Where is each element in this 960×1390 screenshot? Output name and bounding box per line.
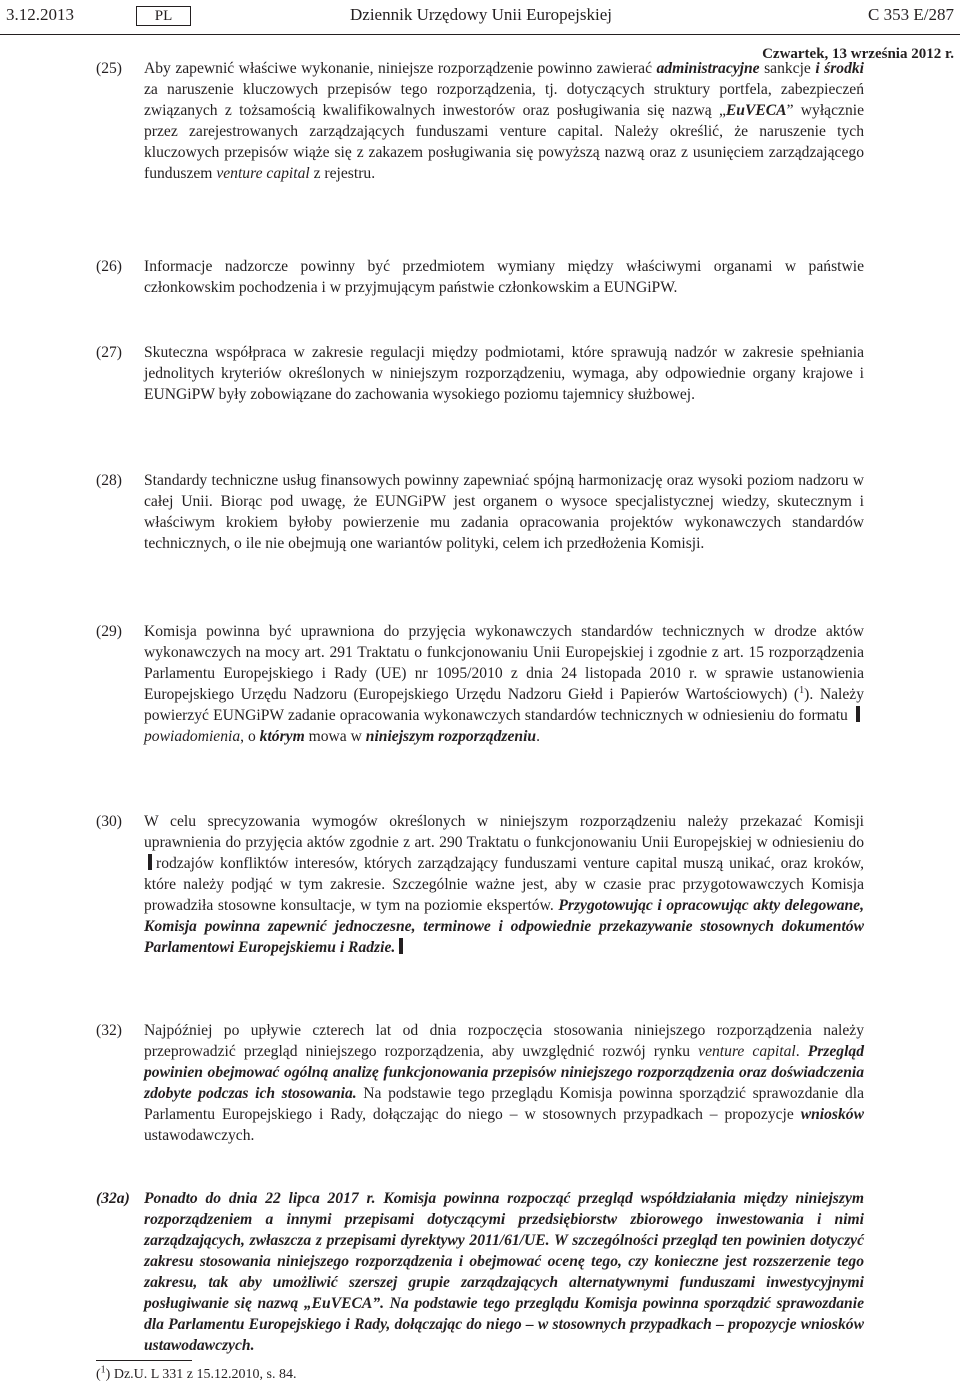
recital-text: Najpóźniej po upływie czterech lat od dnia rozpoczęcia stosowania niniejszego rozporządzenia należy przeprowadzić przegląd niniejszego rozporządzenia, aby uwzględnić rozwój rynku venture capital. Przegląd powinien obejmować ogólną analizę funkcjonowania przepisów niniejszego rozporządzenia oraz doświadczenia zdobyte podczas ich stosowania. Na podstawie tego przeglądu Komisja powinna sporządzić sprawozdanie dla Parlamentu Europejskiego i Rady, dołączając do niego – w stosownych przypadkach – propozycje wniosków ustawodawczych. <box>144 1022 865 1144</box>
sitting-date: Czwartek, 13 września 2012 r. <box>762 46 954 62</box>
deletion-marker <box>399 938 403 954</box>
recital-number: (25) <box>96 60 122 77</box>
recital-29 <box>96 621 864 747</box>
recital-26 <box>96 256 864 298</box>
journal-reference: C 353 E/287 <box>868 5 954 24</box>
recital-text: Standardy techniczne usług finansowych powinny zapewniać spójną harmonizację oraz wysoki poziom nadzoru w całej Unii. Biorąc pod uwagę, że EUNGiPW jest organem o wysoce specjalistycznej wiedzy, skutecznym i właściwym krokiem byłoby powierzenie mu zadania opracowania projektów wykonawczych standardów technicznych, o ile nie obejmują one wariantów polityki, celem ich przedłożenia Komisji. <box>144 472 864 552</box>
deletion-marker <box>856 706 860 722</box>
recital-text: Skuteczna współpraca w zakresie regulacji między podmiotami, które sprawują nadzór w zakresie spełniania jednolitych kryteriów określonych w niniejszym rozporządzeniu, wymaga, aby odpowiednie organy krajowe i EUNGiPW były zobowiązane do zachowania wysokiego poziomu tajemnicy służbowej. <box>144 344 864 403</box>
recital-number: (32a) <box>96 1190 130 1207</box>
deletion-marker <box>148 854 152 870</box>
recital-25 <box>96 58 864 184</box>
recital-30 <box>96 811 864 958</box>
recital-number: (28) <box>96 472 122 489</box>
journal-title: Dziennik Urzędowy Unii Europejskiej <box>350 5 613 24</box>
recital-32 <box>96 1020 864 1146</box>
footnote-text: Dz.U. L 331 z 15.12.2010, s. 84. <box>113 1367 297 1382</box>
recital-number: (30) <box>96 813 122 830</box>
language-badge: PL <box>136 6 191 26</box>
footnote: ($^1$) Dz.U. L 331 z 15.12.2010, s. 84. <box>96 1364 297 1382</box>
recital-27 <box>96 342 864 405</box>
recital-text: Aby zapewnić właściwe wykonanie, niniejsze rozporządzenie powinno zawierać administracyjne sankcje i środki za naruszenie kluczowych przepisów tego rozporządzenia, tj. dotyczących struktury portfela, zabezpieczeń związanych z tożsamością kwalifikowalnych inwestorów oraz posługiwania się nazwą „EuVECA” wyłącznie przez zarejestrowanych zarządzających funduszami venture capital. Należy określić, że naruszenie tych kluczowych przepisów wiąże się z zakazem posługiwania się powyższą nazwą oraz z usunięciem zarządzającego funduszem venture capital z rejestru. <box>144 60 864 182</box>
recital-text: Ponadto do dnia 22 lipca 2017 r. Komisja powinna rozpocząć przegląd współdziałania między niniejszym rozporządzeniem a innymi przepisami dotyczącymi przedsiębiorstw zbiorowego inwestowania i nimi zarządzających, zwłaszcza z przepisami dyrektywy 2011/61/UE. W szczególności przegląd ten powinien dotyczyć zakresu stosowania niniejszego rozporządzenia i obejmować ocenę tego, czy konieczne jest rozszerzenie tego zakresu, tak aby umożliwić szerszej grupie zarządzających alternatywnymi funduszami inwestycyjnymi posługiwanie się nazwą „EuVECA”. Na podstawie tego przeglądu Komisja powinna sporządzić sprawozdanie dla Parlamentu Europejskiego i Rady, dołączając do niego – w stosownych przypadkach – propozycje wniosków ustawodawczych. <box>144 1190 864 1354</box>
recital-28 <box>96 470 864 554</box>
recital-number: (27) <box>96 344 122 361</box>
header-date: 3.12.2013 <box>6 5 74 24</box>
recital-32a <box>96 1188 864 1356</box>
recital-text: Informacje nadzorcze powinny być przedmiotem wymiany między właściwymi organami w państwie członkowskim pochodzenia i w przyjmującym państwie członkowskim a EUNGiPW. <box>144 258 864 296</box>
footnote-ref[interactable]: 1 <box>799 684 805 696</box>
footnote-rule <box>96 1360 192 1361</box>
recital-number: (32) <box>96 1022 122 1039</box>
recital-text: Komisja powinna być uprawniona do przyjęcia wykonawczych standardów technicznych w drodze aktów wykonawczych na mocy art. 291 Traktatu o funkcjonowaniu Unii Europejskiej i zgodnie z art. 15 rozporządzenia Parlamentu Europejskiego i Rady (UE) nr 1095/2010 z dnia 24 listopada 2010 r. w sprawie ustanowienia Europejskiego Urzędu Nadzoru (Europejskiego Urzędu Nadzoru Giełd i Papierów Wartościowych) ($^1$). Należy powierzyć EUNGiPW zadanie opracowania wykonawczych standardów technicznych w odniesieniu do formatu powiadomienia, o którym mowa w niniejszym rozporządzeniu. <box>144 623 864 745</box>
header-rule <box>0 34 960 35</box>
recital-text: W celu sprecyzowania wymogów określonych w niniejszym rozporządzeniu należy przekazać Komisji uprawnienia do przyjęcia aktów zgodnie z art. 290 Traktatu o funkcjonowaniu Unii Europejskiej w odniesieniu do rodzajów konfliktów interesów, których zarządzający funduszami venture capital muszą unikać, oraz kroków, które należy podjąć w tym zakresie. Szczególnie ważne jest, aby w czasie prac przygotowawczych Komisja prowadziła stosowne konsultacje, w tym na poziomie ekspertów. Przygotowując i opracowując akty delegowane, Komisja powinna zapewnić jednoczesne, terminowe i odpowiednie przekazywanie stosownych dokumentów Parlamentowi Europejskiemu i Radzie. <box>144 813 864 956</box>
footnote-mark: 1 <box>100 1364 106 1376</box>
recital-number: (26) <box>96 258 122 275</box>
recital-number: (29) <box>96 623 122 640</box>
